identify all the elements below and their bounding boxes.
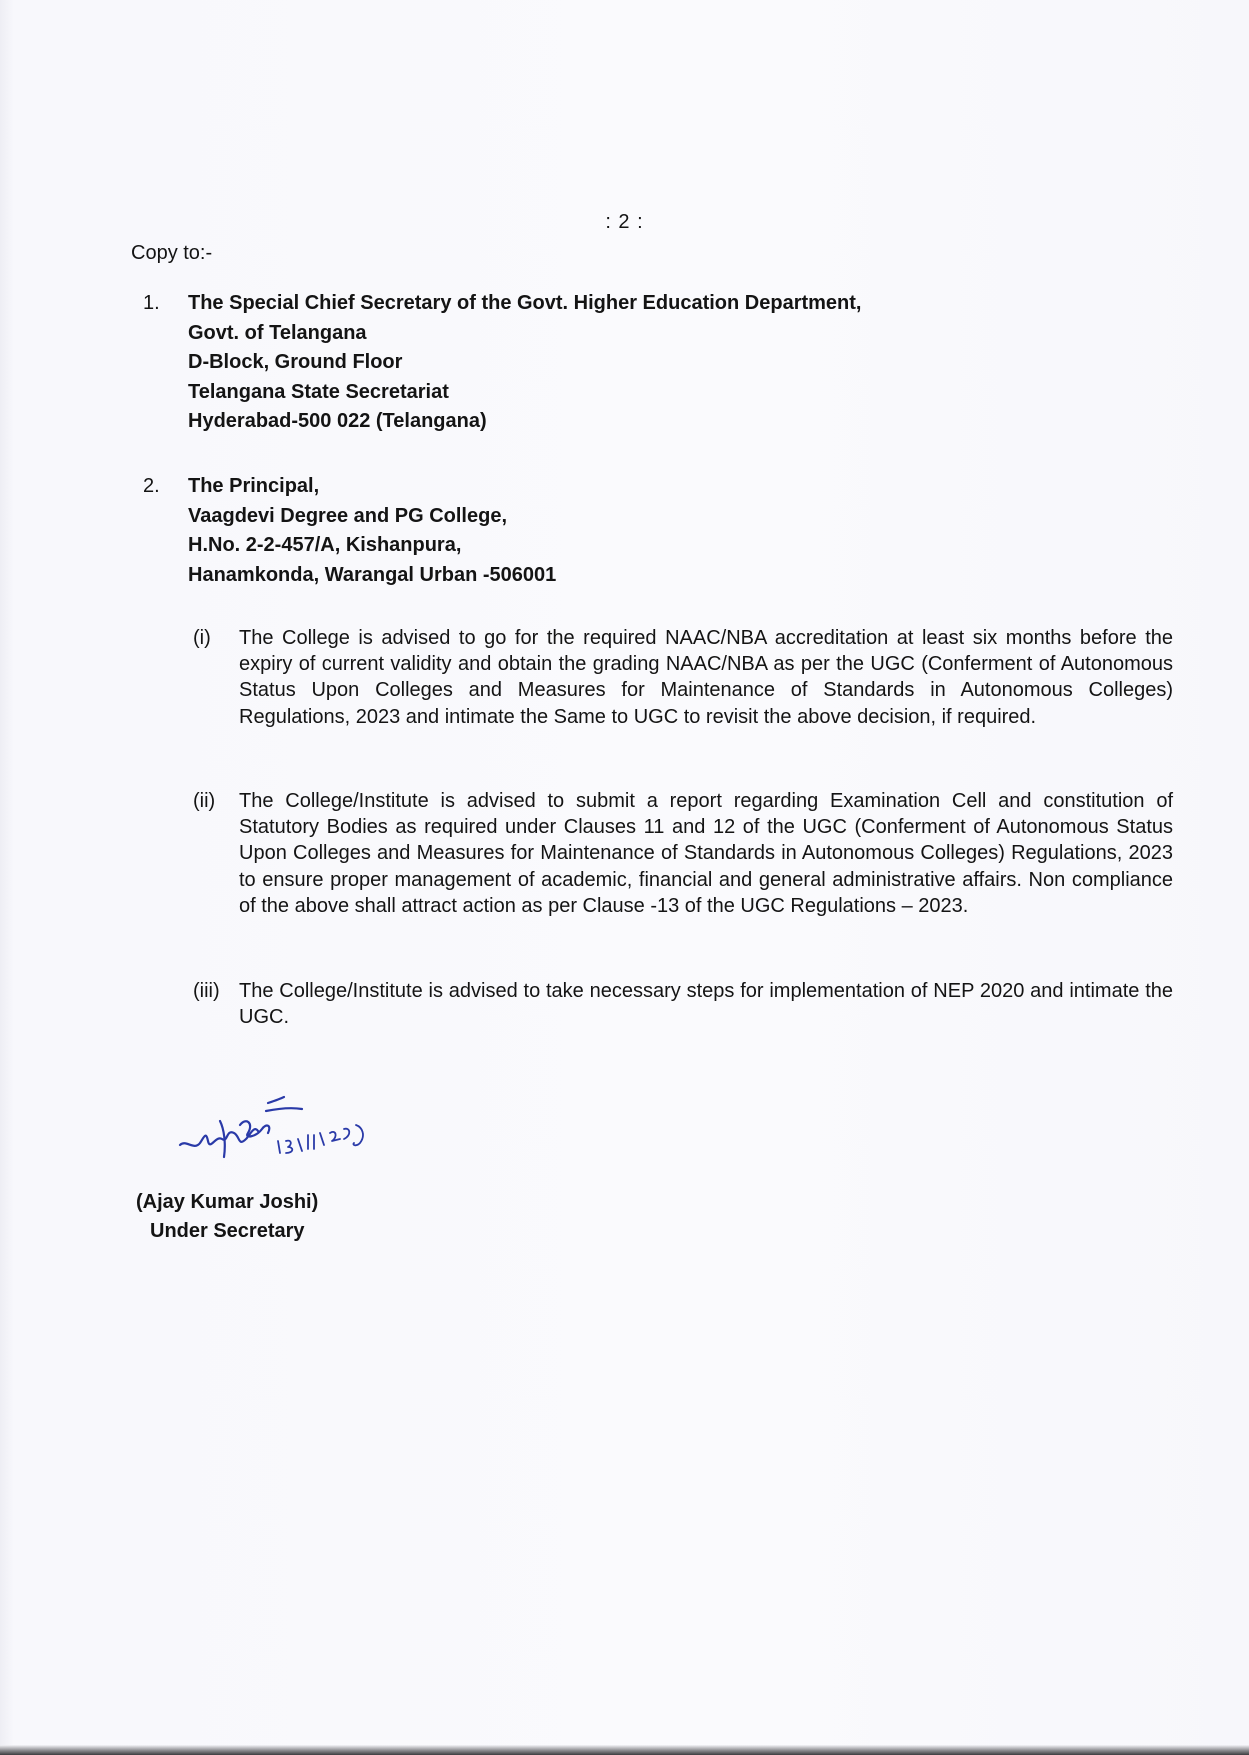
address-line: D-Block, Ground Floor: [188, 351, 403, 373]
condition-item: [193, 625, 1173, 730]
page-number: : 2 :: [605, 211, 644, 233]
address-line: Govt. of Telangana: [188, 321, 367, 344]
condition-marker: (ii): [193, 790, 216, 812]
condition-item: [193, 788, 1173, 919]
condition-marker: (iii): [193, 980, 220, 1002]
copy-to-heading: Copy to:-: [131, 242, 213, 264]
recipient-address: [188, 472, 556, 590]
signatory-designation: Under Secretary: [150, 1220, 305, 1242]
address-line: Telangana State Secretariat: [188, 380, 449, 403]
condition-item: [193, 978, 1173, 1030]
condition-text: The College/Institute is advised to submit a report regarding Examination Cell and constitution of Statutory Bodies as required under Clauses 11 and 12 of the UGC (Conferment of Autonomous Status Upon Colleges and Measures for Maintenance of Standards in Autonomous Colleges) Regulations, 2023 to ensure proper management of academic, financial and general administrative affairs. Non compliance of the above shall attract action as per Clause -13 of the UGC Regulations – 2023.: [239, 790, 1173, 917]
address-line: The Principal,: [188, 475, 320, 497]
handwritten-signature: [176, 1095, 416, 1175]
scan-edge: [0, 1745, 1249, 1755]
condition-text: The College/Institute is advised to take necessary steps for implementation of NEP 2020 and intimate the UGC.: [239, 980, 1173, 1029]
condition-marker: (i): [193, 627, 211, 649]
signature-drawing: [176, 1095, 416, 1175]
recipient-1: [143, 289, 861, 437]
address-line: Vaagdevi Degree and PG College,: [188, 504, 508, 527]
address-line: Hyderabad-500 022 (Telangana): [188, 410, 487, 432]
signatory-block: [136, 1188, 318, 1246]
recipient-2: [143, 472, 556, 590]
recipient-number: 2.: [143, 475, 160, 497]
recipient-number: 1.: [143, 292, 160, 314]
address-line: H.No. 2-2-457/A, Kishanpura,: [188, 534, 462, 556]
address-line: Hanamkonda, Warangal Urban -506001: [188, 563, 557, 586]
signatory-name: (Ajay Kumar Joshi): [136, 1191, 319, 1213]
condition-text: The College is advised to go for the required NAAC/NBA accreditation at least six months before the expiry of current validity and obtain the grading NAAC/NBA as per the UGC (Conferment of Autonomous Status Upon Colleges and Measures for Maintenance of Standards in Autonomous Colleges) Regulations, 2023 and intimate the Same to UGC to revisit the above decision, if required.: [239, 627, 1173, 728]
address-line: The Special Chief Secretary of the Govt. Higher Education Department,: [188, 292, 862, 314]
recipient-address: [188, 289, 861, 437]
